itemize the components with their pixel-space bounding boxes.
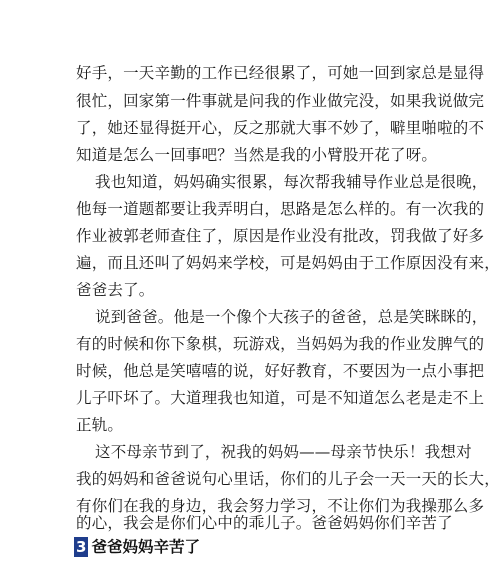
text-line: 时候，他总是笑嘻嘻的说，好好教育，不要因为一点小事把: [76, 362, 485, 380]
text-line: 的心，我会是你们心中的乖儿子。爸爸妈妈你们辛苦了: [76, 514, 453, 532]
text-line: 有的时候和你下象棋，玩游戏，当妈妈为我的作业发脾气的: [76, 335, 485, 353]
text-line: 我的妈妈和爸爸说句心里话，你们的儿子会一天一天的长大，: [76, 470, 500, 488]
text-line: 好手，一天辛勤的工作已经很累了，可她一回到家总是显得: [76, 64, 485, 82]
text-line: 这不母亲节到了，祝我的妈妈——母亲节快乐！我想对: [95, 443, 472, 461]
text-line: 他每一道题都要让我弄明白，思路是怎么样的。有一次我的: [76, 200, 485, 218]
text-line: 正轨。: [76, 416, 124, 434]
section-number-badge: 3: [76, 538, 87, 556]
section-title: 爸爸妈妈辛苦了: [91, 538, 200, 556]
text-line: 我也知道，妈妈确实很累，每次帮我辅导作业总是很晚，: [95, 173, 488, 191]
text-line: 知道是怎么一回事吧？当然是我的小臂股开花了呀。: [76, 146, 438, 164]
text-line: 爸爸去了。: [76, 281, 155, 299]
text-line: 了，她还显得挺开心，反之那就大事不妙了，噼里啪啦的不: [76, 119, 485, 137]
text-line: 儿子吓坏了。大道理我也知道，可是不知道怎么老是走不上: [76, 389, 485, 407]
section-heading: [74, 536, 200, 558]
text-line: 说到爸爸。他是一个像个大孩子的爸爸，总是笑眯眯的，: [95, 308, 488, 326]
text-line: 很忙，回家第一件事就是问我的作业做完没，如果我说做完: [76, 92, 485, 110]
text-line: 有你们在我的身边，我会努力学习，不让你们为我操那么多: [76, 497, 485, 515]
text-line: 作业被郭老师查住了，原因是作业没有批改，罚我做了好多: [76, 227, 485, 245]
text-line: 遍，而且还叫了妈妈来学校，可是妈妈由于工作原因没有来，: [76, 254, 500, 272]
